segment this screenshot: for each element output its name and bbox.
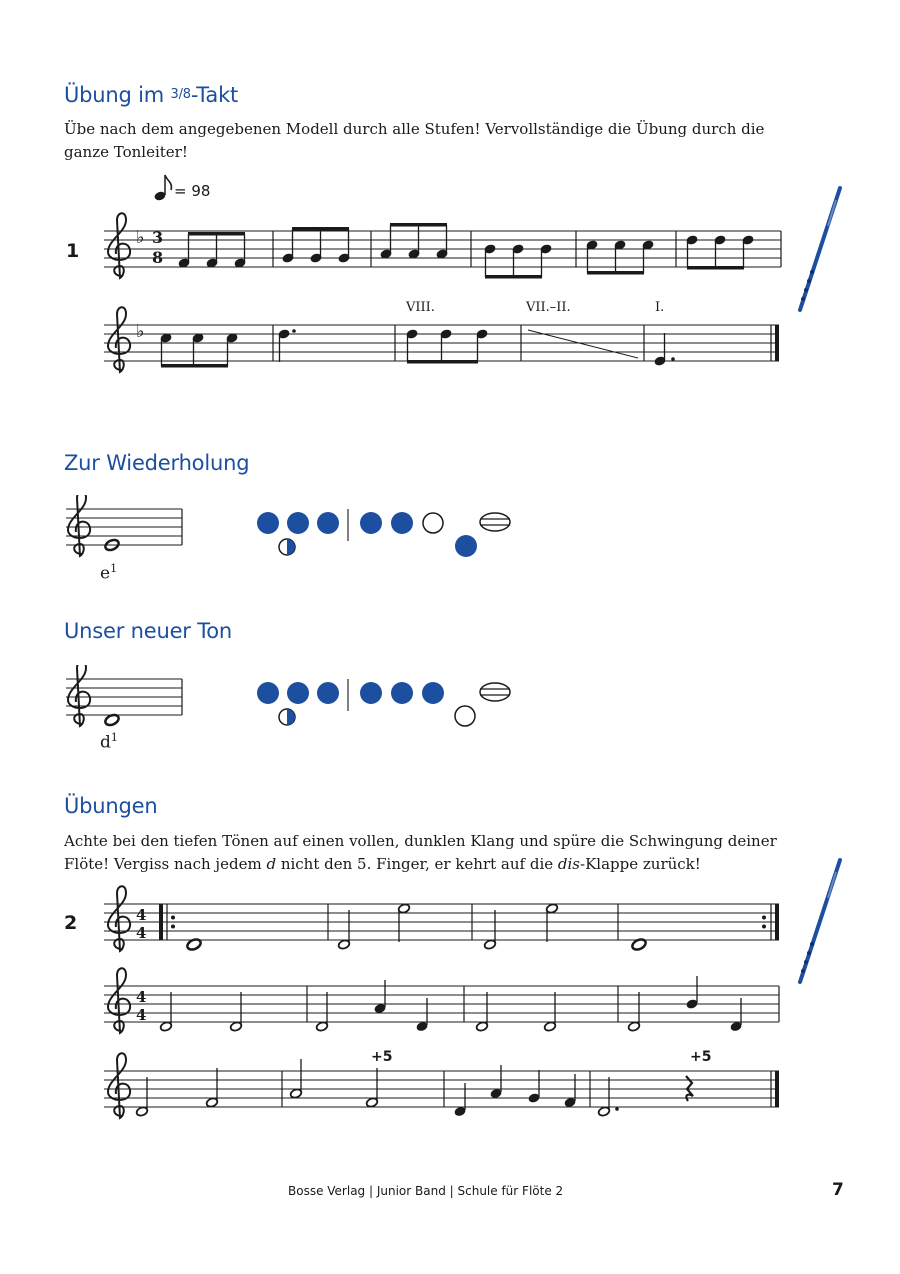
section4-instructions [64, 830, 854, 876]
fingering-chart-e1 [250, 505, 530, 565]
trill-key-icon [480, 683, 510, 701]
time-sig-top: 3 [152, 228, 164, 247]
italic-note-d: d [266, 855, 277, 873]
treble-clef-icon [108, 1053, 130, 1118]
heading-text-suffix: -Takt [190, 83, 239, 107]
section-heading-zur-wiederholung: Zur Wiederholung [64, 451, 250, 475]
treble-clef-icon [108, 886, 130, 951]
measure-2-notes [282, 227, 350, 263]
text-part: Flöte! Vergiss nach jedem [64, 855, 267, 873]
note-staff-e1 [60, 495, 200, 585]
svg-text:♭: ♭ [136, 227, 145, 248]
svg-text:4: 4 [136, 1006, 147, 1024]
instruction-line-2 [64, 853, 854, 876]
note-name: e [100, 563, 111, 584]
treble-clef-icon [108, 213, 130, 278]
time-sig-bottom: 8 [152, 248, 164, 267]
staff-lines [104, 231, 781, 267]
note-staff-d1 [60, 665, 200, 755]
instruction-line-1: Übe nach dem angegebenen Modell durch alle Stufen! Vervollständige die Übung durch die [64, 120, 765, 138]
note-label-d1 [100, 731, 118, 753]
svg-text:4: 4 [136, 906, 147, 924]
finger-mark-2: +5 [690, 1049, 712, 1065]
trill-key-icon [480, 513, 510, 531]
section-heading-uebungen: Übungen [64, 794, 158, 818]
heading-text-prefix: Übung im [64, 83, 171, 107]
heading-fraction: 3/8 [170, 87, 191, 102]
measure-5-notes [586, 240, 654, 275]
instruction-line-1: Achte bei den tiefen Tönen auf einen vollen, dunklen Klang und spüre die Schwingung deiner [64, 832, 777, 850]
step-label-i: I. [655, 300, 665, 315]
row2-measure-1-notes [160, 333, 238, 368]
text-part: nicht den 5. Finger, er kehrt auf die [276, 855, 558, 873]
staff-exercise-1-row-1 [0, 0, 900, 420]
fingering-chart-d1 [250, 675, 530, 735]
note-name: d [100, 732, 111, 753]
step-label-viii: VIII. [406, 300, 435, 315]
footer-publisher: Bosse Verlag | Junior Band | Schule für Flöte 2 [288, 1184, 564, 1198]
measure-6-notes [686, 235, 754, 270]
treble-clef-icon [68, 495, 90, 556]
exercise-number-2: 2 [64, 912, 78, 934]
note-octave: 1 [110, 562, 118, 575]
note-label-e1 [100, 562, 117, 584]
note-octave: 1 [110, 731, 118, 744]
measure-3-notes [380, 223, 448, 259]
staff-lines-row-2 [104, 986, 779, 1022]
flat-sign-icon [136, 227, 145, 248]
treble-clef-icon [68, 665, 90, 726]
measure-4-notes [484, 244, 552, 279]
tempo-value: = 98 [174, 182, 211, 200]
step-label-vii-ii: VII.–II. [526, 300, 571, 315]
svg-text:4: 4 [136, 924, 147, 942]
treble-clef-icon [108, 307, 130, 372]
measure-1-notes [178, 232, 246, 268]
treble-clef-icon [108, 968, 130, 1033]
italic-dis: dis [557, 855, 581, 873]
finger-mark-1: +5 [371, 1049, 393, 1065]
half-hole-icon [279, 539, 295, 555]
staff-lines-row-1 [104, 904, 779, 940]
svg-text:♭: ♭ [136, 321, 145, 342]
flute-icon [790, 852, 850, 992]
staff-exercise-2 [0, 880, 900, 1160]
svg-text:4: 4 [136, 988, 147, 1006]
flute-icon [790, 180, 850, 320]
half-hole-icon [279, 709, 295, 725]
instruction-line-2: ganze Tonleiter! [64, 143, 188, 161]
flat-sign-icon [136, 321, 145, 342]
page-number: 7 [832, 1180, 844, 1200]
exercise-number-1: 1 [66, 240, 80, 262]
staff-lines-row-3 [104, 1071, 779, 1107]
section-heading-unser-neuer-ton: Unser neuer Ton [64, 619, 233, 643]
text-part: -Klappe zurück! [580, 855, 701, 873]
